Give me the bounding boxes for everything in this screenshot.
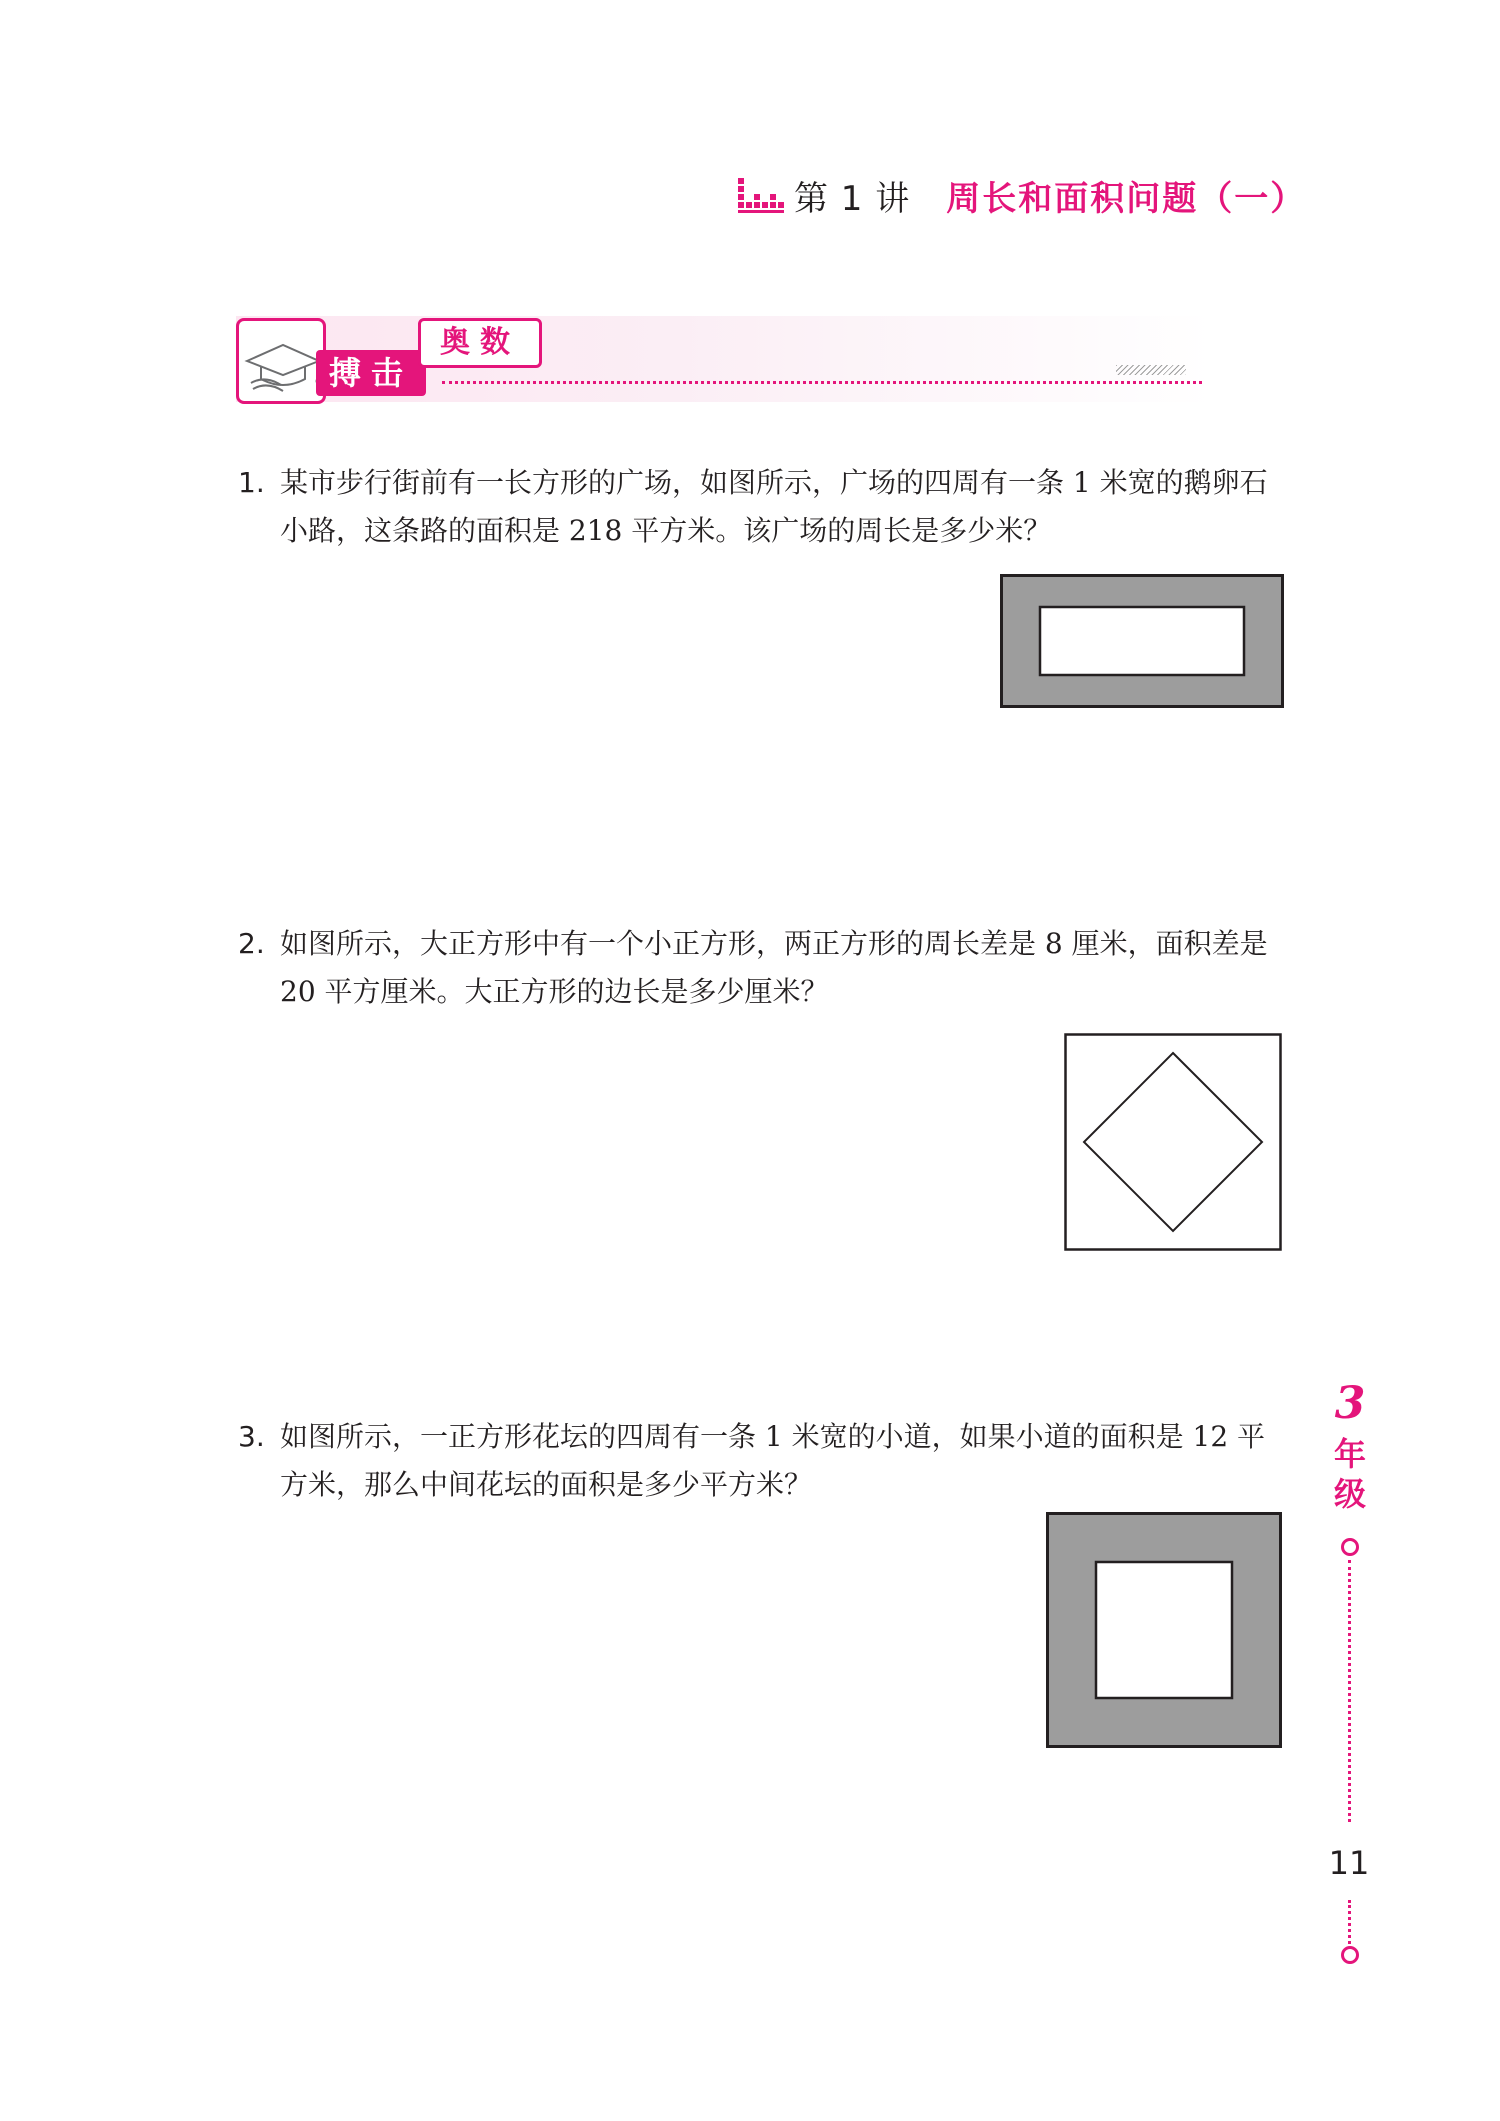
banner-label-main: 搏击	[316, 350, 426, 396]
side-tab-circle-bottom	[1341, 1946, 1359, 1964]
problem-text: 如图所示，大正方形中有一个小正方形，两正方形的周长差是 8 厘米，面积差是 20 平方厘米。大正方形的边长是多少厘米？	[280, 927, 1268, 1008]
problem-2	[238, 920, 1278, 1016]
graduation-cap-icon	[243, 339, 323, 395]
problem-text: 某市步行街前有一长方形的广场，如图所示，广场的四周有一条 1 米宽的鹅卵石小路，这条路的面积是 218 平方米。该广场的周长是多少米？	[280, 466, 1268, 547]
problem-1	[238, 459, 1278, 555]
chapter-title: 周长和面积问题（一）	[946, 178, 1307, 219]
cap-icon-frame	[236, 318, 326, 404]
banner-dotted-rule	[442, 381, 1202, 384]
side-tab-dotted-line-top	[1348, 1560, 1351, 1822]
problem-number: 2.	[238, 927, 265, 960]
banner-label-sub: 奥数	[418, 318, 542, 368]
chapter-header	[738, 170, 1306, 220]
problem-3	[238, 1413, 1278, 1509]
grade-number: 3	[1334, 1378, 1366, 1429]
lecture-number: 第 1 讲	[794, 178, 911, 219]
page-number: 11	[1328, 1844, 1370, 1882]
section-banner	[236, 316, 1212, 416]
side-tab-circle-top	[1341, 1538, 1359, 1556]
square-path-figure	[1046, 1512, 1282, 1748]
side-tab-dotted-line-bottom	[1348, 1900, 1351, 1944]
problem-number: 3.	[238, 1420, 265, 1453]
problem-text: 如图所示，一正方形花坛的四周有一条 1 米宽的小道，如果小道的面积是 12 平方米，那么中间花坛的面积是多少平方米？	[280, 1420, 1266, 1501]
rectangle-path-figure	[1000, 574, 1284, 708]
problem-number: 1.	[238, 466, 265, 499]
banner-hatch-decoration	[1116, 365, 1186, 375]
grade-label: 年级	[1333, 1435, 1366, 1513]
bar-chart-icon	[738, 176, 784, 214]
nested-squares-figure	[1064, 1033, 1282, 1251]
